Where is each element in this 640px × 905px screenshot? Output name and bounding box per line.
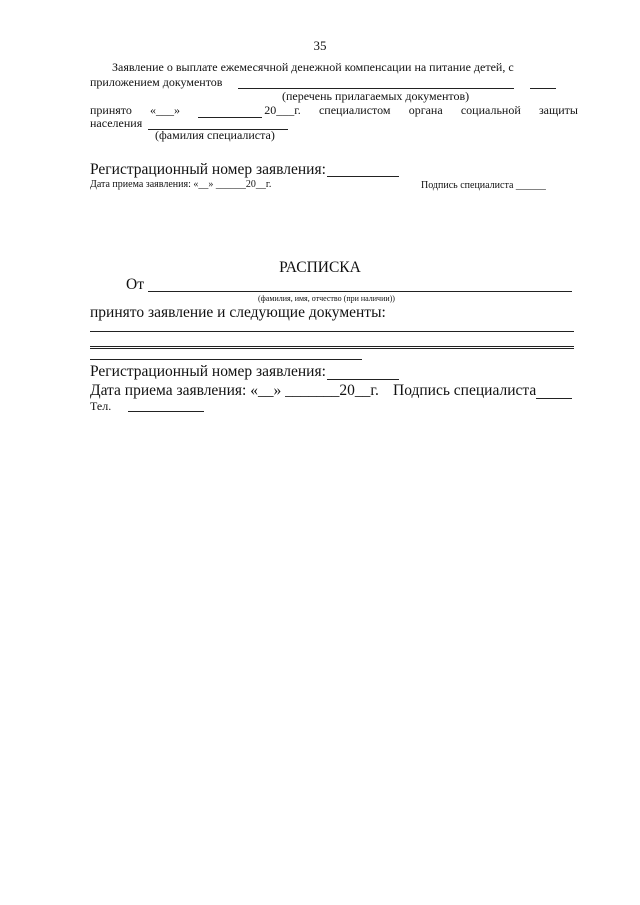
organ-word: органа — [408, 103, 443, 117]
documents-blank-line — [90, 346, 574, 347]
year-blank: 20___г. — [264, 103, 301, 117]
receipt-signature-blank-line — [536, 398, 572, 399]
documents-blank-line — [90, 331, 574, 332]
attachments-blank-line-end — [530, 88, 556, 89]
accepted-line — [90, 103, 578, 118]
month-blank-line — [198, 106, 262, 118]
application-intro: Заявление о выплате ежемесячной денежной компенсации на питание детей, с — [112, 60, 514, 74]
receipt-reg-number-label: Регистрационный номер заявления: — [90, 363, 326, 380]
documents-blank-line — [90, 348, 574, 349]
phone-blank-line — [128, 411, 204, 412]
phone-label: Тел. — [90, 399, 112, 413]
name-caption: (фамилия, имя, отчество (при наличии)) — [258, 294, 395, 303]
month-year-blank — [198, 103, 301, 118]
attachments-label: приложением документов — [90, 75, 223, 89]
signature-label: Подпись специалиста ______ — [421, 180, 546, 191]
from-name-blank-line — [148, 291, 572, 292]
receipt-title: РАСПИСКА — [279, 259, 361, 276]
attachments-caption: (перечень прилагаемых документов) — [282, 89, 470, 103]
reg-number-label: Регистрационный номер заявления: — [90, 161, 326, 178]
page-number: 35 — [313, 38, 327, 53]
specialist-caption: (фамилия специалиста) — [155, 128, 275, 142]
specialist-word: специалистом — [318, 103, 391, 117]
from-label: От — [126, 276, 144, 293]
protection-word: защиты — [538, 103, 578, 117]
receipt-date-label: Дата приема заявления: «__» _______20__г. — [90, 382, 379, 399]
receipt-reg-number-blank-line — [327, 379, 399, 380]
documents-blank-line — [90, 359, 362, 360]
accepted-docs-label: принято заявление и следующие документы: — [90, 304, 386, 321]
population-word: населения — [90, 116, 143, 130]
day-blank: «___» — [150, 103, 181, 117]
date-label: Дата приема заявления: «__» ______20__г. — [90, 179, 272, 190]
receipt-signature-label: Подпись специалиста — [393, 382, 537, 399]
social-word: социальной — [460, 103, 521, 117]
reg-number-blank-line — [327, 176, 399, 177]
accepted-word: принято — [90, 103, 132, 117]
